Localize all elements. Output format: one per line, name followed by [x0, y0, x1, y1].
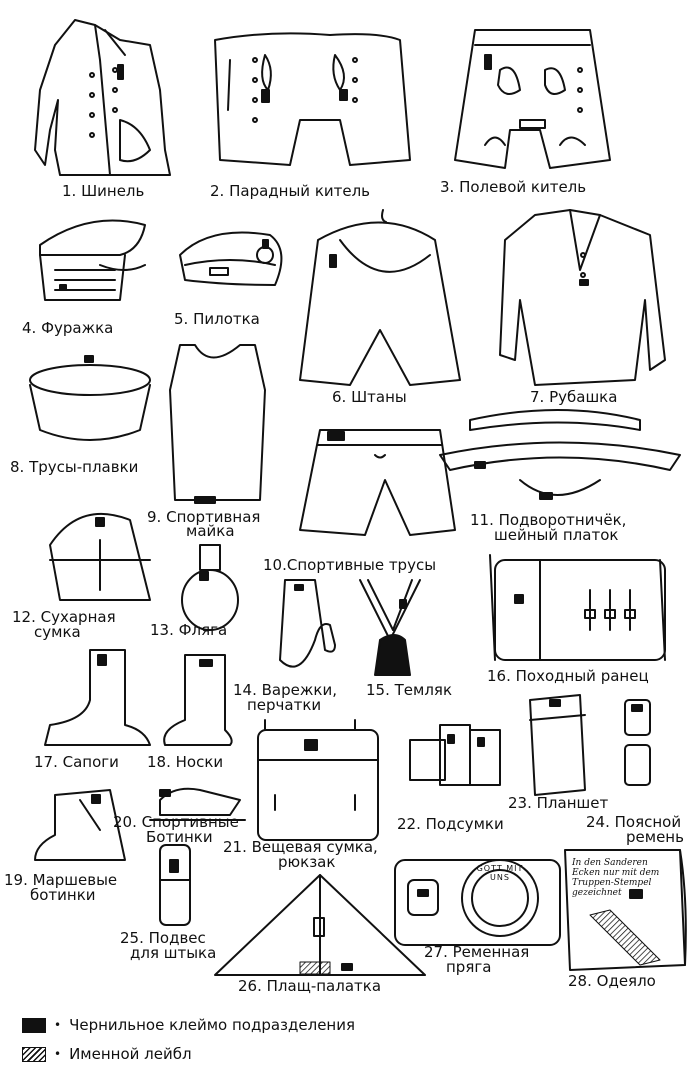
caption-25: 25. Подвес	[120, 929, 206, 947]
trousers-drawing	[300, 210, 460, 385]
sport-vest-drawing	[170, 345, 265, 503]
field-tunic-drawing	[455, 30, 610, 168]
shelter-half-drawing	[215, 875, 425, 975]
parade-tunic-drawing	[215, 33, 410, 165]
caption-28: 28. Одеяло	[568, 972, 656, 990]
mittens-drawing	[280, 580, 335, 667]
caption-6: 6. Штаны	[332, 388, 407, 406]
caption-26: 26. Плащ-палатка	[238, 977, 382, 995]
caption-3: 3. Полевой китель	[440, 178, 587, 196]
caption-25-line2: для штыка	[130, 944, 217, 962]
bread-bag-drawing	[50, 514, 150, 600]
caption-16: 16. Походный ранец	[487, 667, 649, 685]
caption-10: 10.Спортивные трусы	[263, 556, 437, 574]
legend-name-label	[22, 1043, 192, 1065]
legend-ink-stamp-label: Чернильное клеймо подразделения	[69, 1016, 356, 1034]
map-case-drawing	[530, 695, 585, 795]
neck-collar-drawing	[440, 410, 680, 499]
caption-5: 5. Пилотка	[174, 310, 260, 328]
caption-23: 23. Планшет	[508, 794, 609, 812]
sport-shorts-drawing	[300, 430, 455, 535]
socks-drawing	[164, 655, 232, 745]
caption-14-line2: перчатки	[247, 696, 322, 714]
caption-17: 17. Сапоги	[34, 753, 119, 771]
legend-bullet: •	[54, 1018, 62, 1032]
shirt-drawing	[500, 210, 665, 385]
caption-9-line2: майка	[186, 522, 235, 540]
caption-18: 18. Носки	[147, 753, 224, 771]
buckle-motto: GOTT MIT UNS	[476, 864, 524, 882]
caption-27: 27. Ременная	[424, 943, 530, 961]
jackboots-drawing	[45, 650, 150, 745]
ankle-boots-drawing	[35, 790, 125, 860]
caption-21-line2: рюкзак	[278, 853, 336, 871]
caption-20-line2: Ботинки	[146, 828, 213, 846]
caption-19: 19. Маршевые	[4, 871, 118, 889]
caption-27-line2: пряга	[446, 958, 492, 976]
legend-bullet: •	[54, 1047, 62, 1061]
ammo-pouches-drawing	[410, 725, 500, 785]
legend-name-label-text: Именной лейбл	[69, 1045, 192, 1063]
greatcoat-drawing	[35, 20, 170, 175]
caption-24-line2: ремень	[626, 828, 684, 846]
caption-7: 7. Рубашка	[530, 388, 618, 406]
briefs-drawing	[30, 356, 150, 440]
caption-24: 24. Поясной	[586, 813, 682, 831]
peaked-cap-drawing	[40, 221, 145, 301]
caption-11: 11. Подворотничёк,	[470, 511, 627, 529]
bayonet-frog-drawing	[160, 845, 190, 925]
caption-19-line2: ботинки	[30, 886, 96, 904]
caption-1: 1. Шинель	[62, 182, 145, 200]
knapsack-drawing	[490, 555, 665, 660]
caption-8: 8. Трусы-плавки	[10, 458, 139, 476]
caption-20: 20. Спортивные	[113, 813, 239, 831]
blanket-note: In den Sanderen Ecken nur mit dem Truppen-Stempel gezeichnet	[572, 858, 660, 898]
caption-11-line2: шейный платок	[494, 526, 619, 544]
ink-stamp-swatch	[22, 1018, 46, 1033]
side-cap-drawing	[180, 233, 281, 286]
canteen-drawing	[182, 545, 238, 630]
caption-13: 13. Фляга	[150, 621, 228, 639]
rucksack-drawing	[258, 720, 378, 840]
caption-2: 2. Парадный китель	[210, 182, 371, 200]
caption-12-line2: сумка	[34, 623, 81, 641]
caption-4: 4. Фуражка	[22, 319, 114, 337]
caption-22: 22. Подсумки	[397, 815, 504, 833]
name-label-swatch	[22, 1047, 46, 1062]
caption-15: 15. Темляк	[366, 681, 453, 699]
caption-21: 21. Вещевая сумка,	[223, 838, 378, 856]
caption-9: 9. Спортивная	[147, 508, 261, 526]
caption-12: 12. Сухарная	[12, 608, 116, 626]
waist-belt-drawing	[625, 700, 650, 785]
legend-ink-stamp	[22, 1014, 355, 1036]
caption-14: 14. Варежки,	[233, 681, 337, 699]
sword-knot-drawing	[360, 580, 420, 675]
